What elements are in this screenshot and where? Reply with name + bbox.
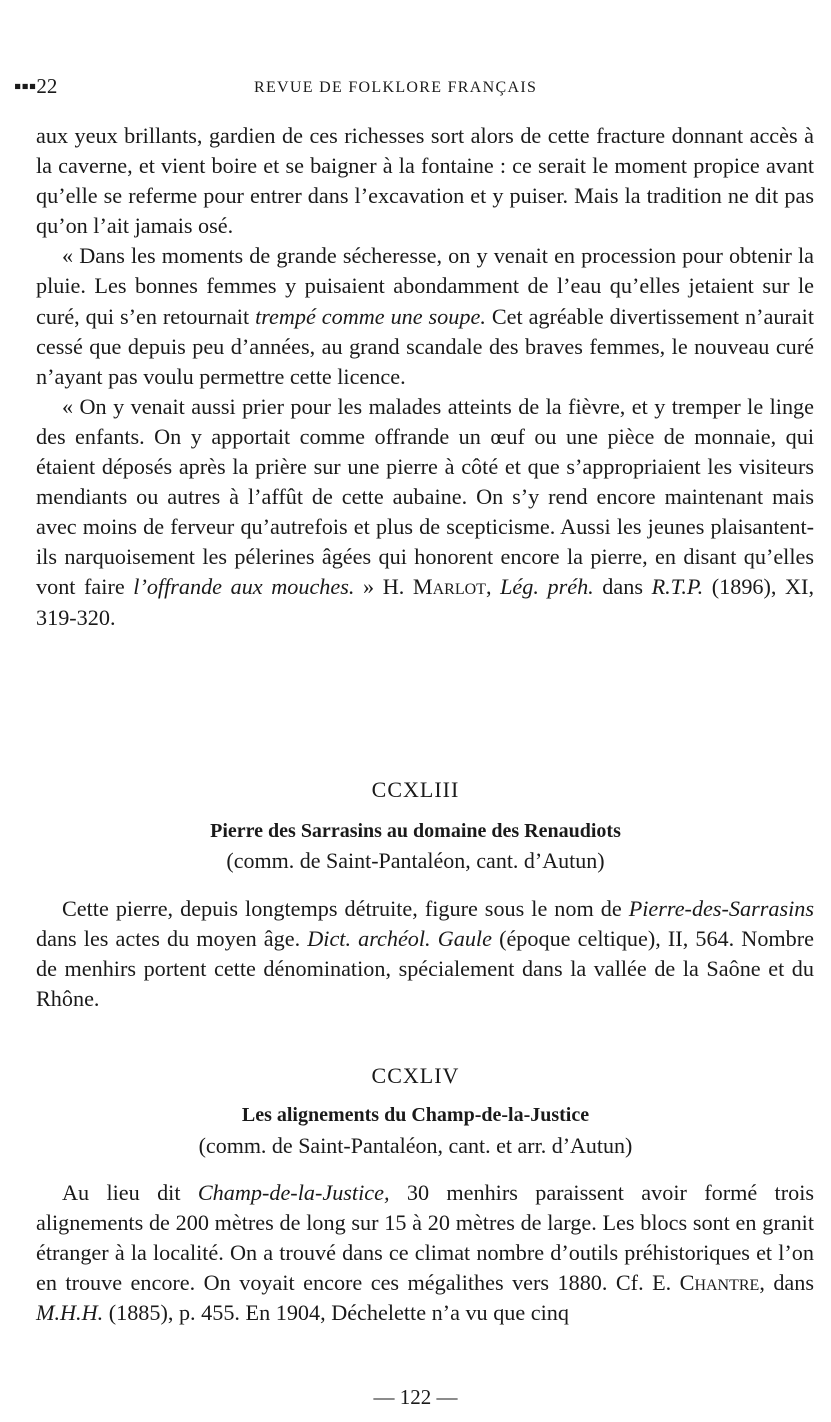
- section-subtitle-pierre-des-sarrasins: (comm. de Saint-Pantaléon, cant. d’Autun): [226, 848, 605, 873]
- section-number-ccxliv: CCXLIV: [371, 1063, 460, 1088]
- paragraph-continued: aux yeux brillants, gardien de ces richesses sort alors de cette fracture donnant accès à la caverne, et vient boire et se baigner à la fontaine : ce serait le moment propice avant qu’elle se referme pour entrer dans l’excavation et y puiser. Mais la tradition ne dit pas qu’on l’ait jamais osé.: [36, 123, 814, 239]
- paragraph-sarrasins: Cette pierre, depuis longtemps détruite, figure sous le nom de Pierre-des-Sarrasins dans les actes du moyen âge. Dict. archéol. Gaule (époque celtique), II, 564. Nombre de menhirs portent cette dénomination, spécialement dans la vallée de la Saône et du Rhône.: [36, 896, 814, 1012]
- text-block-sarrasins: [36, 894, 814, 1014]
- running-title: REVUE DE FOLKLORE FRANÇAIS: [254, 79, 538, 96]
- text-block-alignements: [36, 1178, 814, 1328]
- paragraph-alignements: Au lieu dit Champ-de-la-Justice, 30 menhirs paraissent avoir formé trois alignements de 200 mètres de long sur 15 à 20 mètres de large. Les blocs sont en granit étranger à la localité. On a trouvé dans ce climat nombre d’outils préhistoriques et l’on en trouve encore. On voyait encore ces mégalithes vers 1880. Cf. E. Chantre, dans M.H.H. (1885), p. 455. En 1904, Déchelette n’a vu que cinq: [36, 1180, 815, 1326]
- section-subtitle-alignements: (comm. de Saint-Pantaléon, cant. et arr. d’Autun): [198, 1133, 633, 1158]
- section-title-alignements: Les alignements du Champ-de-la-Justice: [241, 1104, 590, 1126]
- paragraph-procession: « Dans les moments de grande sécheresse, on y venait en procession pour obtenir la pluie. Les bonnes femmes y puisaient abondamment de l’eau qu’elles jetaient sur le curé, qui s’en retournait trempé comme une soupe. Cet agréable divertissement n’aurait cessé que depuis peu d’années, au grand scandale des braves femmes, le nouveau curé n’ayant pas voulu permettre cette licence.: [36, 243, 814, 389]
- section-title-pierre-des-sarrasins: Pierre des Sarrasins au domaine des Renaudiots: [210, 820, 621, 842]
- paragraph-fever: « On y venait aussi prier pour les malades atteints de la fièvre, et y tremper le linge des enfants. On y apportait comme offrande un œuf ou une pièce de monnaie, qui étaient déposés après la prière sur une pierre à côté et que s’appropriaient les visiteurs mendiants ou autres à l’affût de cette aubaine. On s’y rend encore maintenant mais avec moins de ferveur qu’autrefois et plus de scepticisme. Aussi les jeunes plaisantent-ils narquoisement les pélerines âgées qui honorent encore la pierre, en disant qu’elles vont faire l’offrande aux mouches. » H. Marlot, Lég. préh. dans R.T.P. (1896), XI, 319-320.: [36, 393, 814, 630]
- text-block-continued: [36, 121, 814, 633]
- section-number-ccxliii: CCXLIII: [371, 777, 460, 802]
- running-header: [14, 74, 814, 106]
- author-name: Chantre: [679, 1270, 760, 1296]
- page-number: — 122 —: [373, 1385, 458, 1409]
- page-marker: ▪▪▪22: [14, 74, 58, 98]
- author-name: Marlot: [412, 574, 486, 600]
